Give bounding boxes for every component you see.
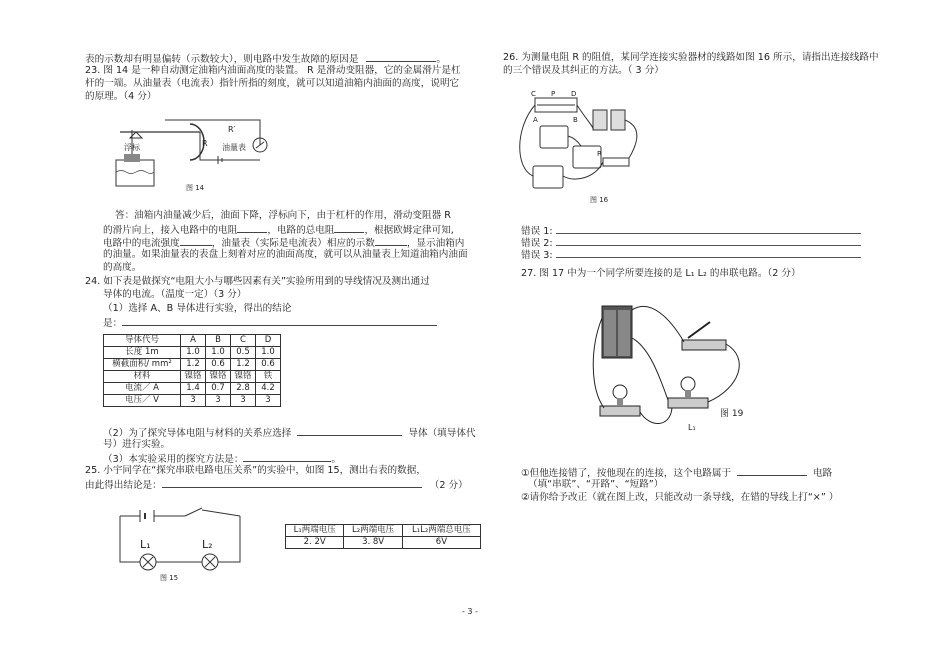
table-cell: A [181,335,206,347]
label-l1: L₁ [140,538,151,551]
figure-14-caption: 图 14 [186,184,205,192]
error-2-label: 错误 2: [521,238,553,249]
label-float: 浮标 [124,143,140,152]
q24-line1: 24. 如下表是做探究“电阻大小与哪些因素有关”实验所用到的导线情况及测出通过 [85,276,430,287]
page-number: - 3 - [462,607,478,616]
q25-line1: 25. 小宇同学在“探究串联电路电压关系”的实验中，如图 15，测出右表的数据， [85,465,426,476]
table-cell: 1.4 [181,383,206,395]
answer-blank[interactable] [122,316,437,326]
table-cell: 4.2 [256,383,281,395]
q25-line2: 由此得出结论是： （2 分） [85,480,468,491]
answer-blank[interactable] [237,223,267,233]
label-l1: L₁ [688,423,696,432]
table-cell: B [206,335,231,347]
row-header-cell: 电压／ V [104,395,181,407]
error-1-label: 错误 1: [521,226,553,237]
table-cell: 0.6 [256,359,281,371]
q24-sub1-answer: 是： [103,316,437,330]
answer-blank[interactable] [366,52,436,62]
figure-16-caption: 图 16 [590,196,609,204]
figure-caption: 图 19 [720,409,744,419]
q24-sub2: （2）为了探究导体电阻与材料的关系应选择 导体（填导体代 [103,428,476,439]
answer-blank[interactable] [297,426,402,436]
row-header-cell: 电流／ A [104,383,181,395]
table-cell: 铁 [256,371,281,383]
table-cell: 1.2 [181,359,206,371]
table-cell: 1.0 [181,347,206,359]
table-row [104,395,281,407]
q24-line2: 导体的电流。（温度一定）（3 分） [103,289,247,300]
header-total-voltage: L₁L₂两端总电压 [402,525,480,537]
row-header-cell: 导体代号 [104,335,181,347]
table-cell: 3 [181,395,206,407]
label-c: C [531,90,536,98]
q23-line2: 杆的一端。从油量表（电流表）指针所指的刻度，就可以知道油箱内油面的高度，说明它 [85,78,460,89]
value-l2-voltage: 3. 8V [344,537,402,549]
error-3-line[interactable] [556,257,861,258]
table-cell: 0.6 [206,359,231,371]
label-meter: 油量表 [222,143,246,152]
voltage-table [285,524,481,549]
label-b: B [573,116,578,124]
figure-15-caption: 图 15 [160,574,179,582]
table-row [104,347,281,359]
label-r: R [597,150,602,158]
table-cell: 0.5 [231,347,256,359]
row-header-cell: 材料 [104,371,181,383]
table-cell: 3 [256,395,281,407]
conductor-table [103,334,281,407]
answer-blank[interactable] [334,223,364,233]
value-l1-voltage: 2. 2V [286,537,344,549]
table-cell: 1.2 [231,359,256,371]
label-rprime: R′ [228,125,236,134]
table-cell: 3 [231,395,256,407]
error-3-label: 错误 3: [521,250,553,261]
figure-17-wrong-circuit [590,288,760,438]
table-row [104,359,281,371]
table-cell: 镍铬 [181,371,206,383]
error-1-line[interactable] [556,233,861,234]
q27-line1: 27. 图 17 中为一个同学所要连接的是 L₁ L₂ 的串联电路。（2 分） [521,268,801,279]
figure-16-apparatus [515,88,655,208]
value-total-voltage: 6V [402,537,480,549]
label-d: D [571,90,577,98]
error-2-line[interactable] [556,245,861,246]
label-p: P [551,90,556,98]
q24-sub3: （3）本实验采用的探究方法是： 。 [103,454,342,465]
table-cell: 0.7 [206,383,231,395]
header-l1-voltage: L₁两端电压 [286,525,344,537]
table-row [104,371,281,383]
table-cell: 镍铬 [206,371,231,383]
q24-sub2-cont: 号）进行实验。 [103,439,171,450]
q24-sub1: （1）选择 A、B 导体进行实验，得出的结论 [103,303,292,314]
table-cell: 2.8 [231,383,256,395]
q23-answer-line4: 的油量。如果油量表的表盘上刻着对应的油面高度，就可以从油量表上知道油箱内油面 [103,249,468,260]
table-cell: C [231,335,256,347]
q26-line1: 26. 为测量电阻 R 的阻值，某同学连接实验器材的线路如图 16 所示，请指出连接线路中 [503,52,879,63]
table-cell: 镍铬 [231,371,256,383]
header-l2-voltage: L₂两端电压 [344,525,402,537]
label-l2: L₂ [202,538,213,551]
row-header-cell: 横截面积/ mm² [104,359,181,371]
table-row [104,383,281,395]
answer-blank[interactable] [243,452,331,462]
answer-blank[interactable] [375,236,407,246]
q26-line2: 的三个错误及其纠正的方法。（ 3 分） [503,65,664,76]
table-row [104,335,281,347]
table-cell: 1.0 [256,347,281,359]
answer-blank[interactable] [737,466,807,476]
answer-blank[interactable] [162,478,422,488]
table-cell: D [256,335,281,347]
q23-answer-line3: 电路中的电流强度 ，油量表（实际是电流表）相应的示数 ，显示油箱内 [103,238,465,249]
table-cell: 3 [206,395,231,407]
q27-sub1: ①但他连接错了，按他现在的连接，这个电路属于 电路 [521,468,833,479]
answer-blank[interactable] [180,236,212,246]
label-a: A [533,116,538,124]
q23-line3: 的原理。（4 分） [85,91,157,102]
q23-answer-line1: 答：油箱内油量减少后，油面下降，浮标向下，由于杠杆的作用，滑动变阻器 R [115,210,451,221]
q23-answer-line5: 的高度。 [103,262,142,273]
label-r: R [202,139,208,148]
figure-15-series-circuit [110,502,250,582]
q23-line1: 23. 图 14 是一种自动测定油箱内油面高度的装置。 R 是滑动变阻器，它的金属滑片是杠 [85,65,461,76]
table-cell: 1.0 [206,347,231,359]
q27-sub1-hint: （填“串联”、“开路”、“短路”） [528,479,664,490]
q27-sub2: ②请你给予改正（就在图上改，只能改动一条导线，在错的导线上打“×” ） [521,492,839,503]
q23-answer-line2: 的滑片向上，接入电路中的电阻 ，电路的总电阻 ，根据欧姆定律可知, [103,225,454,236]
intro-line: 表的示数却有明显偏转（示数较大），则电路中发生故障的原因是 。 [85,54,447,65]
row-header-cell: 长度 1m [104,347,181,359]
figure-14-oil-gauge [110,110,280,200]
